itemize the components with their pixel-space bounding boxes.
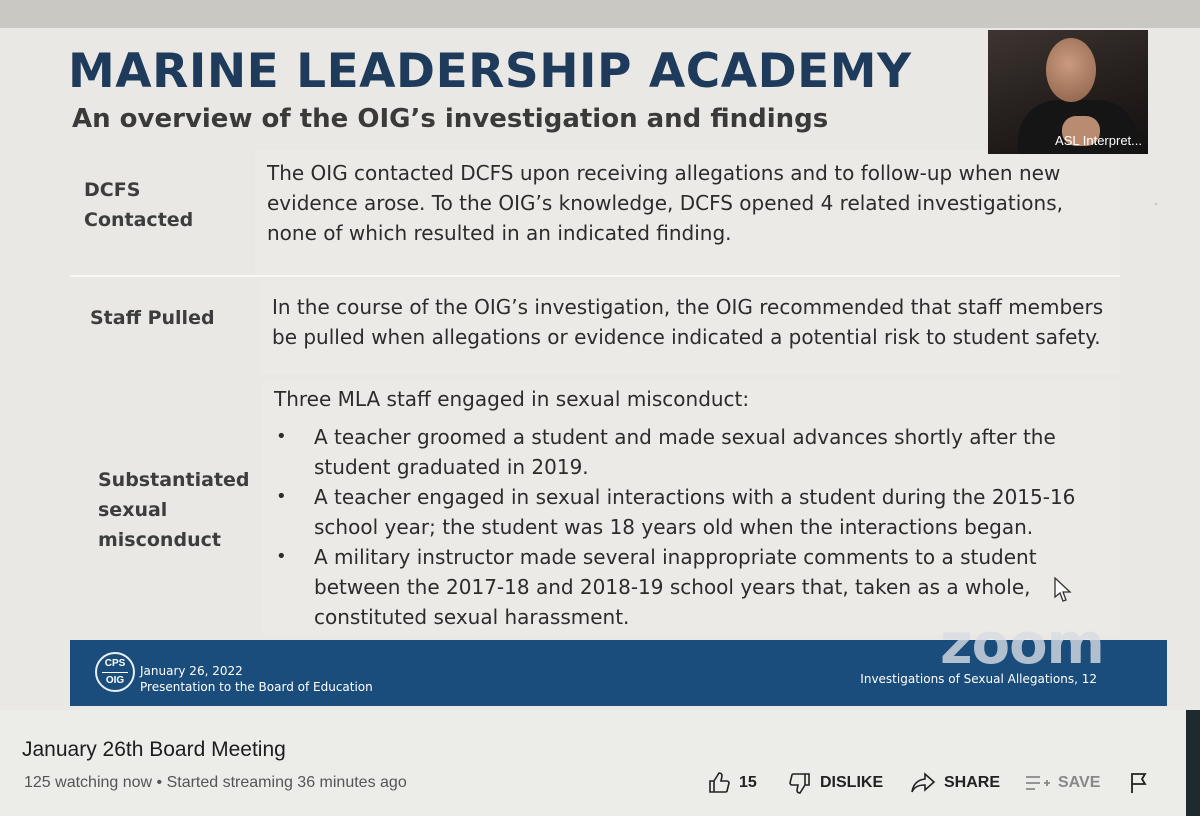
video-info-panel [0,710,1200,816]
bullet-icon: • [276,546,287,567]
dislike-button[interactable] [788,771,883,795]
slide-title: MARINE LEADERSHIP ACADEMY [68,44,912,99]
list-item [274,482,1108,542]
video-meta: 125 watching now • Started streaming 36 minutes ago [24,774,407,791]
logo-text-bottom: OIG [105,675,125,686]
bullet-line: A teacher groomed a student and made sexual advances shortly after the [314,425,1056,449]
logo-text-top: CPS [104,658,126,669]
row-content [262,380,1120,635]
row-content [255,150,1120,275]
slide-subtitle: An overview of the OIG’s investigation and findings [72,104,829,134]
bullet-icon: • [276,486,287,507]
flag-icon [1128,771,1150,795]
row-content [260,280,1120,374]
row-label: Staff Pulled [90,307,215,329]
bullet-line: A teacher engaged in sexual interactions with a student during the 2015-16 [314,485,1076,509]
table-row-substantiated [70,380,1120,635]
row-label-line: DCFS [84,179,141,201]
dislike-label: DISLIKE [820,774,884,791]
save-label: SAVE [1058,774,1101,791]
bullet-line: school year; the student was 18 years old when the interactions began. [314,515,1034,539]
like-count: 15 [739,774,757,791]
row-label-line: Substantiated [98,469,250,491]
footer-date: January 26, 2022 [140,664,243,678]
bullet-line: student graduated in 2019. [314,455,589,479]
table-row-staff-pulled [70,280,1120,374]
share-icon [910,772,936,794]
interpreter-head [1046,38,1096,102]
bullet-icon: • [276,426,287,447]
cps-oig-logo [95,652,135,692]
content-line: be pulled when allegations or evidence indicated a potential risk to student safety. [272,325,1101,349]
bullet-line: constituted sexual harassment. [314,605,630,629]
content-line: none of which resulted in an indicated finding. [267,221,732,245]
row-label [84,175,264,235]
content-line: evidence arose. To the OIG’s knowledge, DCFS opened 4 related investigations, [267,191,1063,215]
thumbs-up-icon [707,771,731,795]
interpreter-video-tile[interactable] [988,30,1148,154]
report-button[interactable] [1128,771,1150,795]
zoom-watermark: zoom [940,612,1104,677]
bullet-list [274,422,1108,632]
footer-description: Presentation to the Board of Education [140,680,373,694]
video-title: January 26th Board Meeting [22,738,286,761]
row-label-line: misconduct [98,529,221,551]
footer-page-label: Investigations of Sexual Allegations, 12 [860,672,1097,686]
row-label-line: sexual [98,499,168,521]
logo-divider [102,672,128,673]
table-row-dcfs [70,150,1120,277]
bullet-line: A military instructor made several inappropriate comments to a student [314,545,1037,569]
mouse-cursor-icon [1053,577,1073,608]
row-label-line: Contacted [84,209,194,231]
list-item [274,422,1108,482]
bullet-line: between the 2017-18 and 2018-19 school years that, taken as a whole, [314,575,1031,599]
top-bezel [0,0,1200,30]
side-panel-edge [1186,710,1200,816]
save-button[interactable] [1024,771,1100,795]
content-line: The OIG contacted DCFS upon receiving allegations and to follow-up when new [267,161,1061,185]
row-label [98,465,278,555]
thumbs-down-icon [788,771,812,795]
share-button[interactable] [910,771,1000,795]
share-label: SHARE [944,774,1001,791]
interpreter-label: ASL Interpret... [1055,133,1142,148]
content-line: In the course of the OIG’s investigation, the OIG recommended that staff members [272,295,1104,319]
content-intro: Three MLA staff engaged in sexual misconduct: [274,387,750,411]
like-button[interactable] [707,771,757,795]
slide-mark: - [1154,196,1158,210]
save-playlist-icon [1024,773,1050,793]
